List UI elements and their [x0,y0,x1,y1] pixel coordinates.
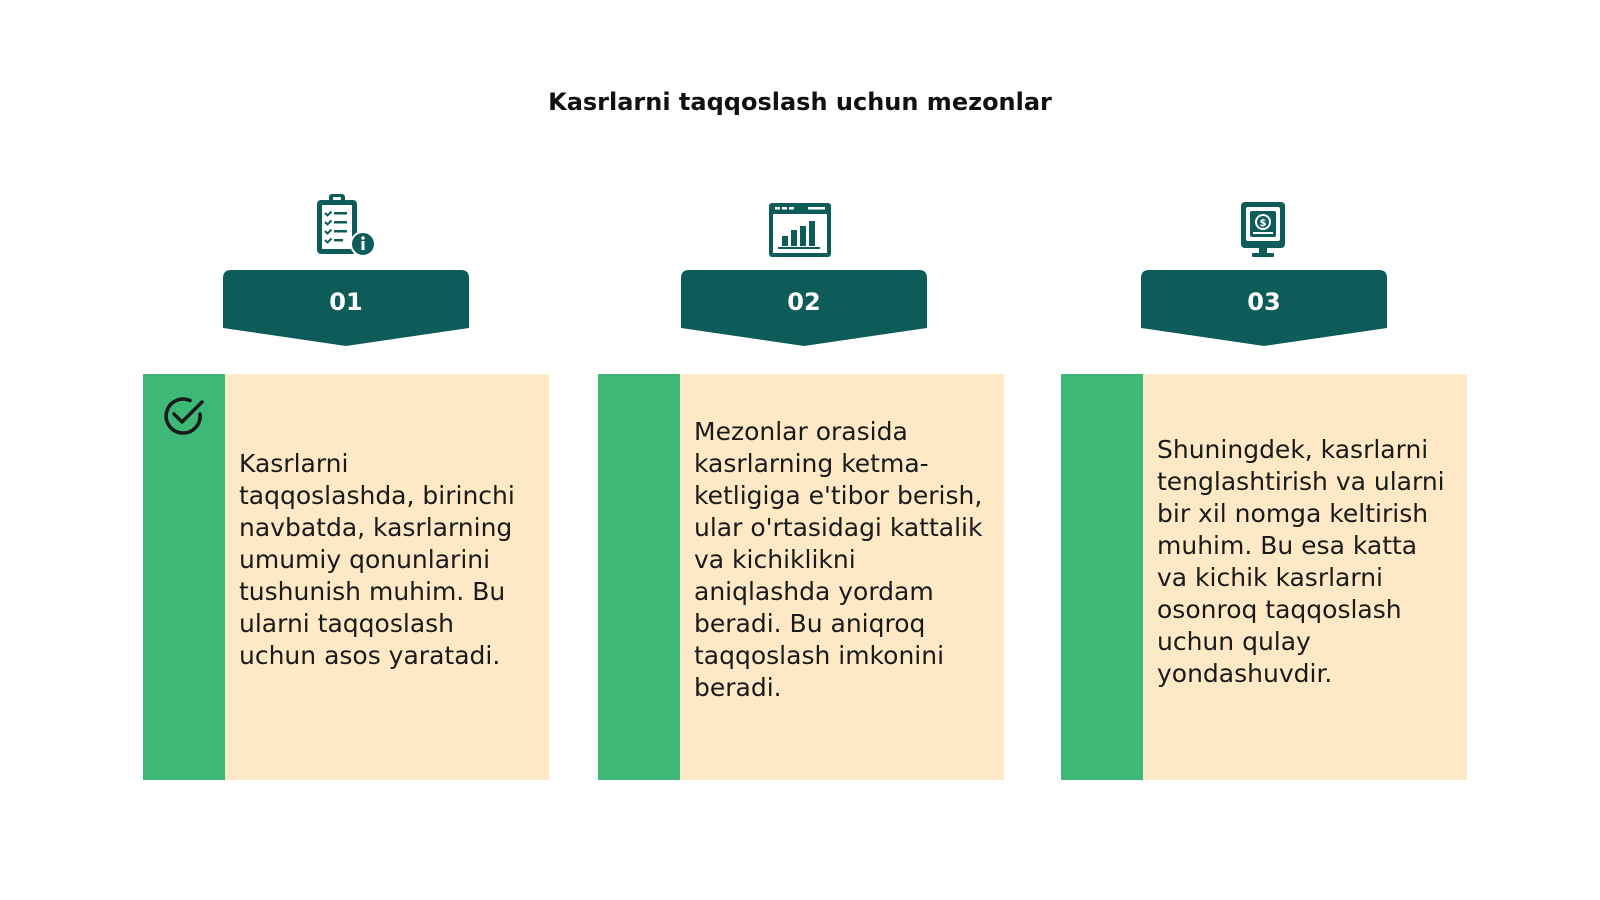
dollar-monitor-icon [1223,188,1303,258]
svg-text:$: $ [1259,218,1267,229]
card-accent-bar [598,374,680,780]
step-badge-02 [681,270,927,346]
card-accent-bar [1061,374,1143,780]
check-circle-icon [162,394,206,438]
step-number: 01 [329,288,363,316]
step-badge-03 [1141,270,1387,346]
page-title: Kasrlarni taqqoslash uchun mezonlar [548,88,1052,116]
criterion-column-2 [598,0,1008,900]
criterion-card-2 [598,374,1004,780]
criterion-text: Mezonlar orasida kasrlarning ketma-ketligiga e'tibor berish, ular o'rtasidagi kattalik va kichiklikni aniqlashda yordam beradi. Bu aniqroq taqqoslash imkonini beradi. [694,417,983,702]
criterion-column-3 [1061,0,1471,900]
step-number: 02 [787,288,821,316]
clipboard-checklist-icon [305,188,385,258]
step-number: 03 [1247,288,1281,316]
criterion-column-1 [143,0,553,900]
criterion-text: Shuningdek, kasrlarni tenglashtirish va ularni bir xil nomga keltirish muhim. Bu esa katta va kichik kasrlarni osonroq taqqoslash uchun qulay yondashuvdir. [1157,435,1445,688]
criterion-card-3 [1061,374,1467,780]
criterion-card-1 [143,374,549,780]
step-badge-01 [223,270,469,346]
criterion-text: Kasrlarni taqqoslashda, birinchi navbatda, kasrlarning umumiy qonunlarini tushunish muhim. Bu ularni taqqoslash uchun asos yaratadi. [239,449,515,670]
bar-chart-window-icon [760,188,840,258]
